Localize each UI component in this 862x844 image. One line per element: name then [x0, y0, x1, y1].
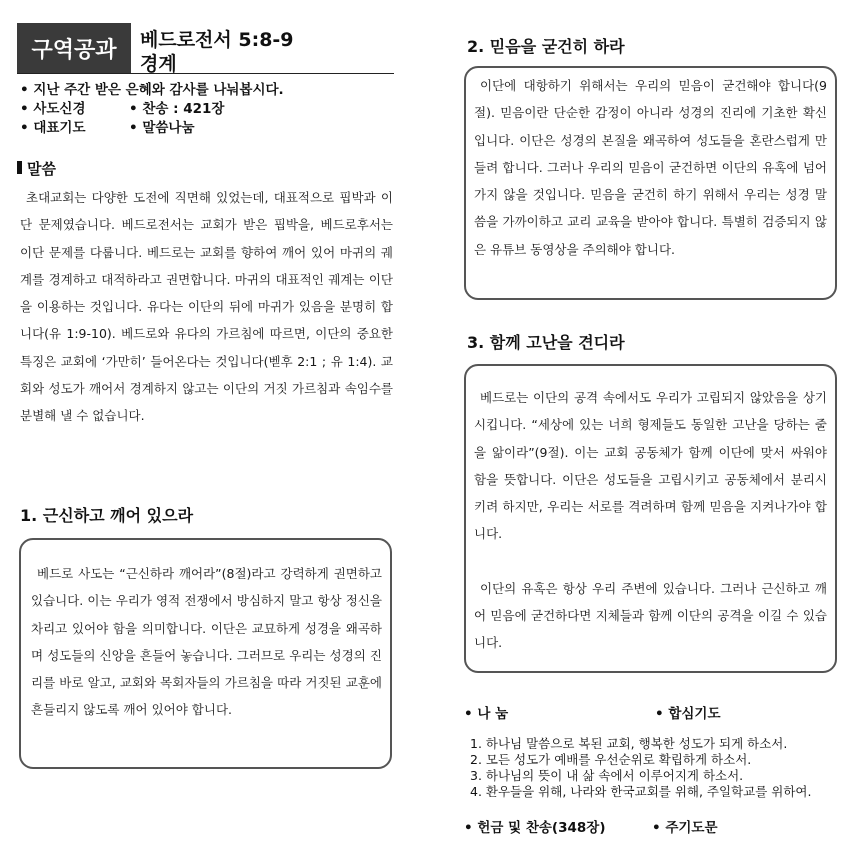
prayer-item: 1. 하나님 말씀으로 복된 교회, 행복한 성도가 되게 하소서. [470, 736, 788, 751]
sermon-intro [20, 184, 393, 430]
sermon-text: 초대교회는 다양한 도전에 직면해 있었는데, 대표적으로 핍박과 이단 문제였습니다. 베드로전서는 교회가 받은 핍박을, 베드로후서는 이단 문제를 다룹니다. 베드로는 교회를 향하여 깨어 있어 마귀의 궤계를 경계하고 대적하라고 권면합니다. 마귀의 대표적인 궤계는 이단을 이용하는 것입니다. 유다는 이단의 뒤에 마귀가 있음을 분명히 합니다(유 1:9-10). 베드로와 유다의 가르침에 따르면, 이단의 중요한 특징은 교회에 ‘가만히’ 들어온다는 것입니다(벧후 2:1 ; 유 1:4). 교회와 성도가 깨어서 경계하지 않고는 이단의 거짓 가르침과 속임수를 분별해 낼 수 없습니다. [20, 190, 393, 424]
prayer-list [470, 736, 811, 800]
point-3-box [464, 364, 837, 673]
point-1-box [19, 538, 392, 769]
sharing-label: • 나 눔 [464, 706, 509, 722]
scripture-reference: 베드로전서 5:8-9 [140, 29, 294, 51]
order-creed: • 사도신경 [20, 101, 86, 117]
order-prayer: • 대표기도 [20, 120, 86, 136]
point-1-text: 베드로 사도는 “근신하라 깨어라”(8절)라고 강력하게 권면하고 있습니다. 이는 우리가 영적 전쟁에서 방심하지 말고 항상 정신을 차리고 있어야 함을 의미합니다. 이단은 교묘하게 성경을 왜곡하며 성도들의 신앙을 흔들어 놓습니다. 그러므로 우리는 성경의 진리를 바로 알고, 교회와 목회자들의 가르침을 따라 거짓된 교훈에 흔들리지 않도록 깨어 있어야 합니다. [31, 566, 382, 718]
point-2-box [464, 66, 837, 300]
lesson-title: 경계 [140, 53, 177, 75]
offering-hymn-label: • 헌금 및 찬송(348장) [464, 820, 606, 836]
point-3-text-2: 이단의 유혹은 항상 우리 주변에 있습니다. 그러나 근신하고 깨어 믿음에 굳건하다면 지체들과 함께 이단의 공격을 이길 수 있습니다. [474, 580, 827, 651]
point-3-text-1: 베드로는 이단의 공격 속에서도 우리가 고립되지 않았음을 상기시킵니다. “세상에 있는 너희 형제들도 동일한 고난을 당하는 줄을 앎이라”(9절). 이는 교회 공동체가 함께 이단에 맞서 싸워야 함을 뜻합니다. 이단은 성도들을 고립시키고 공동체에서 분리시키려 하지만, 우리는 서로를 격려하며 함께 믿음을 지켜나가야 합니다. [474, 390, 827, 542]
lords-prayer-label: • 주기도문 [652, 820, 718, 836]
prayer-item: 4. 환우들을 위해, 나라와 한국교회를 위해, 주일학교를 위하여. [470, 784, 812, 799]
point-3-heading: 3. 함께 고난을 견디라 [467, 333, 625, 352]
prayer-item: 2. 모든 성도가 예배를 우선순위로 확립하게 하소서. [470, 752, 752, 767]
order-hymn: • 찬송 : 421장 [129, 101, 225, 117]
order-line-sharing: • 지난 주간 받은 은혜와 감사를 나눠봅시다. [20, 82, 284, 98]
section-badge: 구역공과 [17, 23, 131, 73]
order-sermon-sharing: • 말씀나눔 [129, 120, 195, 136]
joint-prayer-label: • 합심기도 [655, 706, 721, 722]
section-marker-icon [17, 161, 22, 174]
point-1-heading: 1. 근신하고 깨어 있으라 [20, 506, 194, 525]
prayer-item: 3. 하나님의 뜻이 내 삶 속에서 이루어지게 하소서. [470, 768, 744, 783]
sermon-label: 말씀 [27, 160, 56, 178]
point-2-heading: 2. 믿음을 굳건히 하라 [467, 37, 625, 56]
title-divider [17, 73, 394, 74]
point-2-text: 이단에 대항하기 위해서는 우리의 믿음이 굳건해야 합니다(9절). 믿음이란 단순한 감정이 아니라 성경의 진리에 기초한 확신입니다. 이단은 성경의 본질을 왜곡하여 성도들을 혼란스럽게 만들려 합니다. 그러나 우리의 믿음이 굳건하면 이단의 유혹에 넘어가지 않을 것입니다. 믿음을 굳건히 하기 위해서 우리는 성경 말씀을 가까이하고 교리 교육을 받아야 합니다. 특별히 검증되지 않은 유튜브 동영상을 주의해야 합니다. [474, 78, 827, 257]
